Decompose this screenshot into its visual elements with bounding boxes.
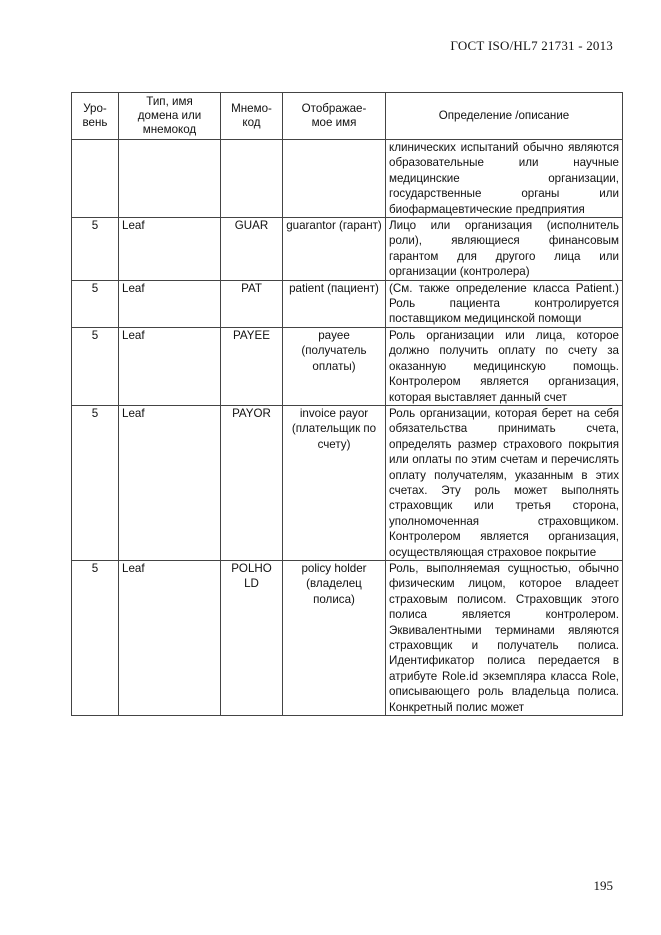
cell-mnemonic: PAT — [221, 280, 283, 327]
cell-display: guarantor (гарант) — [283, 218, 386, 281]
cell-level: 5 — [72, 327, 119, 405]
cell-display: payee (получатель оплаты) — [283, 327, 386, 405]
cell-definition: Роль организации, которая берет на себя обязательства принимать счета, определять размер страхового покрытия или оплаты по этим счетам и перечислять оплату получателям, указанным в этих счетах. Эту роль может выполнять страховщик или третья сторона, уполномоченная страховщиком. Контролером является организация, осуществляющая страховое покрытие — [386, 405, 623, 560]
cell-level: 5 — [72, 405, 119, 560]
table-row — [72, 405, 623, 560]
cell-type: Leaf — [119, 560, 221, 715]
cell-level: 5 — [72, 218, 119, 281]
table-row-continuation — [72, 140, 623, 218]
cell-type: Leaf — [119, 280, 221, 327]
column-header-level: Уро- вень — [72, 93, 119, 140]
cell-definition: Лицо или организация (исполнитель роли), являющиеся финансовым гарантом для другого лица или организации (контролера) — [386, 218, 623, 281]
cell-type: Leaf — [119, 327, 221, 405]
table-row — [72, 280, 623, 327]
cell-definition: (См. также определение класса Patient.) Роль пациента контролируется поставщиком медицинской помощи — [386, 280, 623, 327]
cell-definition: клинических испытаний обычно являются образовательные или научные медицинские организации, государственные органы или биофармацевтические предприятия — [386, 140, 623, 218]
cell-level: 5 — [72, 280, 119, 327]
cell-mnemonic: PAYOR — [221, 405, 283, 560]
cell-display — [283, 140, 386, 218]
cell-definition: Роль, выполняемая сущностью, обычно физическим лицом, которое владеет страховым полисом. Страховщик этого полиса является контролером. Эквивалентными терминами являются страховщик и получатель полиса. Идентификатор полиса передается в атрибуте Role.id экземпляра класса Role, описывающего роль владельца полиса. Конкретный полис может — [386, 560, 623, 715]
cell-type: Leaf — [119, 218, 221, 281]
document-header: ГОСТ ISO/HL7 21731 - 2013 — [450, 38, 613, 53]
cell-level — [72, 140, 119, 218]
cell-mnemonic: GUAR — [221, 218, 283, 281]
column-header-definition: Определение /описание — [386, 93, 623, 140]
cell-type — [119, 140, 221, 218]
table-row — [72, 218, 623, 281]
cell-type: Leaf — [119, 405, 221, 560]
table-header-row — [72, 93, 623, 140]
cell-definition: Роль организации или лица, которое должно получить оплату по счету за оказанную медицинскую помощь. Контролером является организация, которая выставляет данный счет — [386, 327, 623, 405]
cell-mnemonic: POLHO LD — [221, 560, 283, 715]
cell-level: 5 — [72, 560, 119, 715]
cell-mnemonic: PAYEE — [221, 327, 283, 405]
table-row — [72, 560, 623, 715]
column-header-display-name: Отображае- мое имя — [283, 93, 386, 140]
table-row — [72, 327, 623, 405]
page-number: 195 — [593, 878, 613, 893]
cell-display: policy holder (владелец полиса) — [283, 560, 386, 715]
code-table — [71, 92, 623, 716]
column-header-mnemonic: Мнемо- код — [221, 93, 283, 140]
cell-mnemonic — [221, 140, 283, 218]
cell-display: invoice payor (плательщик по счету) — [283, 405, 386, 560]
column-header-type: Тип, имя домена или мнемокод — [119, 93, 221, 140]
cell-display: patient (пациент) — [283, 280, 386, 327]
